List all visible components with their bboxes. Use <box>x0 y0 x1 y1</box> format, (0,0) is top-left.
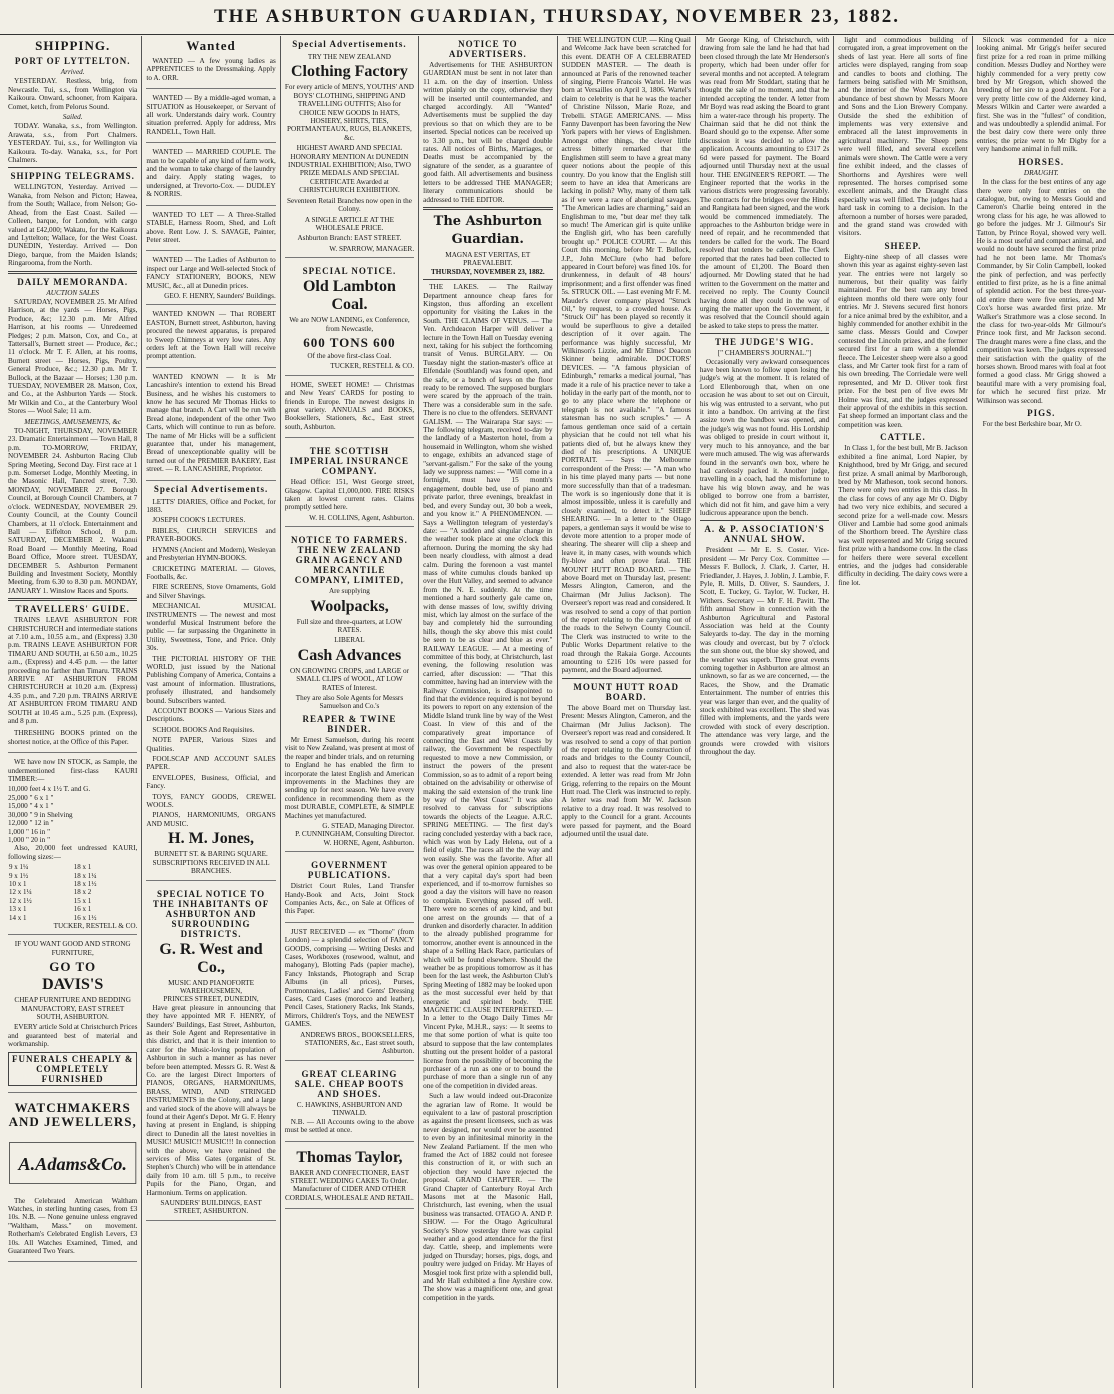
table-cell: 16 x 1½ <box>73 913 97 922</box>
farmers-supplying: Are supplying <box>328 587 370 596</box>
horses-text: In the class for the best entires of any age there were only four entries on the catalogue, but, owing to Messrs Gould and Cameron's Charlie being entered in the wrong class for his age, he was allowed to go before the judges. Mr J. Gilmour's Sir Tatton, by Prince Royal, showed very well. He is a most useful and compact animal, and would no doubt have secured the first prize had he not been lame. Mr Thomas's Commander, by Sir Colin Campbell, looked the pink of perfection, and was perfectly entitled to first prize, as he is a fine animal of splendid action. For the best three-year-old entire there were five entries, and Mr Cox's horse was awarded first prize. Mr Walker's Strathmore was a close second. In the class for two-year-olds Mr Gilmour's Prince took first, and Mr Jackson second. The draught mares were a fine class, and the competition was keen. The judges expressed their satisfaction with the quality of the horses shown. Brood mares with foal at foot formed a good class. Mr Grigg showed a beautiful mare with a very promising foal, for which he secured first prize. Mr Wilkinson was second. <box>976 178 1106 405</box>
divider <box>8 167 137 168</box>
meetings-text: TO-NIGHT, THURSDAY, NOVEMBER 23. Dramatic Entertainment — Town Hall, 8 p.m. TO-MORROW, FRIDAY, NOVEMBER 24. Ashburton Racing Club Spring Meeting, Second Day. First race at 1 p.m. Somerset Lodge, Monthly Meeting, in the Masonic Hall, Tancred street, 7.30. MONDAY, NOVEMBER 27. Borough Council, at Borough Council Chambers, at 7 o'clock. WEDNESDAY, NOVEMBER 29. County Council, at the County Council Chambers, at 11 o'clock. Entertainment and Ball — Eiffelton School, 8 p.m. SATURDAY, DECEMBER 2. Wakanui Road Board — Monthly Meeting, Road Board Office, Moore street. TUESDAY, DECEMBER 5. Ashburton Permanent Building and Investment Society, Monthly Meeting, from 6.30 to 8.30 p.m. MONDAY, JANUARY 1. Winslow Races and Sports. <box>8 427 138 595</box>
divider <box>8 598 137 601</box>
article-text: Such a law would indeed out-Draconize the agrarian law of Rome. It would be equivalent to a law of pastoral proscription as against the present licensees, such as was never designed, nor would ever be assented to even by an infinitesimal minority in the New Zealand Parliament. If the men who framed the Act of 1882 could not foresee this construction of it, or with such an objection they would have rejected the proposal. GRAND CHAPTER. — The Grand Chapter of Canterbury Royal Arch Masons met at the Masonic Hall, Christchurch, last evening, when the usual business was transacted. OTAGO A. AND P. SHOW. — For the Otago Agricultural Society's Show yesterday there was capital weather and a good attendance for the first day. Cattle, sheep, and implements were judged on Thursday; horses, pigs, dogs, and poultry were judged on Friday. Mr Hayes of Mosgiel took first prize with a splendid bull, and Mr Hall exhibited a fine Ayrshire cow. The show was a magnificent one, and great competition in the yards. <box>423 1092 553 1302</box>
watchmakers-text: The Celebrated American Waltham Watches, in sterling hunting cases, from £3 10s. N.B. — None genuine unless engraved "Waltham, Mass." on movement. Rotherham's Celebrated English Levers, £3 10s. All Watches Examined, Timed, and Guaranteed Two Years. <box>8 1196 138 1256</box>
divider <box>700 333 829 334</box>
travellers-text: TRAINS LEAVE ASHBURTON FOR CHRISTCHURCH and intermediate stations at 7.10 a.m., 10.55 a.m., and (Express) 3.30 p.m. TRAINS LEAVE ASHBURTON FOR TIMARU AND SOUTH, at 6.50 a.m., 10.25 a.m., (Express) and 4.45 p.m. — the latter proceeding no farther than Timaru. TRAINS ARRIVE AT ASHBURTON FROM CHRISTCHURCH at 10.20 a.m. (Express) 4.35 p.m., and 7.20 p.m. TRAINS ARRIVE AT ASHBURTON FROM TIMARU AND SOUTH at 10.45 a.m., 5.25 p.m. (Express), and 8 p.m. <box>8 616 138 726</box>
farmers-liberal: LIBERAL <box>334 636 365 645</box>
wanted-ad <box>146 254 275 305</box>
mount-hutt-text: The above Board met on Thursday last. Present: Messrs Alington, Cameron, and the Chairman (Mr Julius Jackson). The Overseer's report was read and considered. It was resolved to send a copy of that portion of the report relating to the construction of roads and bridges to the County Council, and also to request that the water-race be extended. A letter was read from Mr John Grigg, referring to the repairs on the Mount Hutt road. The Clerk was instructed to reply. A letter was read from Mr W. Jackson relative to a dray road. It was resolved to apply to the Council for a grant. Accounts were passed for payment, and the Board adjourned until the usual date. <box>561 703 691 838</box>
wanted-text: WANTED KNOWN — It is Mr Lancashire's intention to extend his Bread Business, and he wishes his customers to know he has secured Mr Thomas Hicks to manage that branch. A Cart will be run with Bread alone, independent of the other Two Carts, which will continue to run as before. The name of Mr Hicks will be a sufficient guarantee that, under his management, Bread of unexceptionable quality will be turned out of the PREMIER BAKERY, East street. — R. LANCASHIRE, Proprietor. <box>146 372 276 474</box>
scottish-text: Head Office: 151, West George street, Glasgow. Capital £1,000,000. FIRE RISKS taken at lowest current rates. Claims promptly settled here. <box>284 478 415 512</box>
government-heading: GOVERNMENT PUBLICATIONS. <box>307 860 391 881</box>
stationery-ad <box>146 496 275 881</box>
table-cell: 14 x 1 <box>9 913 27 922</box>
divider <box>8 271 137 274</box>
list-item: THE PICTORIAL HISTORY OF THE WORLD, just issued by the National Publishing Company of America, Contains a vast amount of information. Illustrations, profusely illustrated, and handsomely bound. Subscribers wanted. <box>146 654 276 705</box>
table-row <box>8 905 137 913</box>
list-item: NOTE PAPER, Various Sizes and Qualities. <box>146 736 276 753</box>
west-signature: SAUNDERS' BUILDINGS, EAST STREET, ASHBURTON. <box>160 1199 262 1216</box>
west-text: Have great pleasure in announcing that they have appointed MR F. HENRY, of Saunders' Buildings, East Street, Ashburton, as their Sole Agent and Representative in this district, and that it is their intention to cater for the Music-loving population of Ashburton in such a manner as has never before been attempted. Messrs G. R. West & Co. are the largest Direct Importers of PIANOS, ORGANS, HARMONIUMS, BRASS, WIND, AND STRINGED INSTRUMENTS in the Colony, and a large and varied stock of the above will always be found at their Agent's Depot. Mr G. F. Henry having at present in England, is shipping direct to Dunedin all the latest novelties in MUSIC! MUSIC!! MUSIC!!! In connection with the above, we have retained the services of Miss Gates (organist of St. Stephen's Church) who will be in attendance daily from 10 a.m. till 5 p.m., to receive Pupils for the Piano, Organ, and Harmonium. Terms on application. <box>146 1003 276 1197</box>
farmers-staff: W. HORNE, Agent, Ashburton. <box>323 838 415 847</box>
wanted-ad <box>146 55 275 89</box>
list-item: 12,000 " 12 in " <box>8 819 54 828</box>
cash-advances: Cash Advances <box>297 646 402 664</box>
west-address: PRINCES STREET, DUNEDIN, <box>163 995 259 1004</box>
list-item: FIRE SCREENS, Stove Ornaments, Gold and Silver Shavings. <box>146 583 276 600</box>
home-text: HOME, SWEET HOME! — Christmas and New Years' CARDS for posting to friends in Europe. The newest designs in great variety. ANNUALS and BOOKS, Booksellers, Stationers, &c., East street south, Ashburton. <box>284 380 415 431</box>
kauri-ad <box>8 756 137 935</box>
travellers-heading: TRAVELLERS' GUIDE. <box>15 604 130 615</box>
government-ad <box>285 855 414 923</box>
adams-logo-art <box>8 1134 137 1192</box>
davis-go: GO TO <box>49 959 97 975</box>
farmers-ad <box>285 530 414 852</box>
clothing-text: For every article of MEN'S, YOUTHS' AND BOYS' CLOTHING, SHIPPING AND TRAVELLING OUTFITS; Also for CHOICE NEW GOODS In HATS, HOSIERY, SHIRTS, TIES, PORTMANTEAUX, RUGS, BLANKETS, &c. <box>284 83 414 142</box>
table-row <box>8 872 137 880</box>
table-cell: 10 x 1 <box>9 879 27 888</box>
table-row <box>8 880 137 888</box>
divider <box>700 520 829 521</box>
cattle-heading: CATTLE. <box>880 432 926 443</box>
telegrams-heading: SHIPPING TELEGRAMS. <box>10 171 135 182</box>
wanted-text: WANTED TO LET — A Three-Stalled STABLE, Harness Room, Shed, and Loft above. Rent Low. J. S. SAVAGE, Painter, Peter street. <box>146 210 276 244</box>
cattle-text: In Class 1, for the best bull, Mr B. Jackson exhibited a fine animal, Lord Napier, by Knighthood, bred by Mr Grigg, and secured first prize. A small animal by Marlborough, bred by Mr Matheson, took second honors. There were only two entries in this class. In the class for cows of any age Mr O. Digby had two very nice exhibits, and secured a second prize for a well-made cow. Messrs Oliver and Lambie had some good animals of the Shorthorn breed. The Ayrshire class was well represented and Mr Grigg secured first prize with a handsome cow. In the class for heifers there were several excellent entries, and the judges had considerable difficulty in deciding. The dairy cows were a fine lot. <box>838 444 968 587</box>
list-item: FOOLSCAP AND ACCOUNT SALES PAPER. <box>146 755 276 772</box>
auction-text: SATURDAY, NOVEMBER 25. Mr Alfred Harrison, at the yards — Horses, Pigs, Produce, &c; 12.30 p.m. Mr Alfred Harrison, at his rooms — Unredeemed Pledges; 2 p.m. Matson, Cox, and Co., at Tattersall's, Burnett street — Produce, &c.; 11 o'clock. Mr T. F. Allen, at his rooms, Burnett street — Horses, Pigs, Poultry, General Produce, &c.; 12.30 p.m. Mr T. Bullock, at the Bazaar — Horses; 1.30 p.m. TUESDAY, NOVEMBER 28. Matson, Cox, and Co., at the Ashburton Yards — Stock. Mr Wilkin and Co., at the Canterbury Wool Stores — Wool Sale; 11 a.m. <box>8 297 138 416</box>
columns <box>4 36 1110 1388</box>
west-name: G. R. West and Co., <box>159 940 263 976</box>
west-ad <box>146 884 275 1221</box>
horses-heading: HORSES. <box>1018 156 1065 167</box>
government-text: District Court Rules, Land Transfer Handy-Book and Acts, Joint Stock Companies Acts, &c., on Sale at Offices of this Paper. <box>284 882 415 916</box>
wanted-text: WANTED — The Ladies of Ashburton to inspect our Large and Well-selected Stock of FANCY STATIONERY, BOOKS, NEW MUSIC, &c., all at Dunedin prices. <box>146 256 276 290</box>
paper-motto: MAGNA EST VERITAS, ET PRAEVALEBIT. <box>445 250 531 268</box>
mount-hutt-heading: MOUNT HUTT ROAD BOARD. <box>573 681 680 702</box>
sailed-heading: Sailed. <box>62 113 83 122</box>
table-row <box>8 897 137 905</box>
article-text: Silcock was commended for a nice looking animal. Mr Grigg's heifer secured first prize for a red roan in prime milking condition. Messrs Dudley and Northey were highly commended for a very pretty cow bred by Mr Gregson, which showed the breeding of her sire to a good extent. For a very pretty little cow of the Alderney kind, Messrs Wilkin and Carter were awarded a first. She was in the "fullest" of condition, and was undoubtedly a splendid animal. For the best dairy cow there were only three entries; the prize went to Mr Digby for a very handsome animal in full milk. <box>976 36 1106 154</box>
wanted-text: WANTED — A few young ladies as APPRENTICES to the Dressmaking. Apply to A. ORR. <box>146 57 276 82</box>
clothing-wholesale: A SINGLE ARTICLE AT THE WHOLESALE PRICE. <box>304 215 395 232</box>
kauri-signature: TUCKER, RESTELL & CO. <box>53 921 138 930</box>
table-cell: 15 x 1 <box>73 896 92 905</box>
list-item: ENVELOPES, Business, Official, and Fancy. <box>146 773 276 791</box>
port-heading: PORT OF LYTTELTON. <box>14 56 131 66</box>
list-item: PIANOS, HARMONIUMS, ORGANS AND MUSIC. <box>146 811 276 828</box>
wanted-text: WANTED — By a middle-aged woman, a SITUATION as Housekeeper, or Servant of all work. Understands dairy work. Country situation preferred. Apply for address, Mrs RANDELL, Town Hall. <box>146 94 276 136</box>
kauri-more: Also, 20,000 feet undressed KAURI, following sizes:— <box>8 844 138 861</box>
farmers-text-2: Mr Ernest Samuelson, during his recent visit to New Zealand, was present at most of the reaper and binder trials, and on returning to England he has enabled the firm to incorporate the latest English and American improvements in the Machines they are sending up for next season. We have every confidence in recommending them as the most DURABLE, COMPLETE, & SIMPLE Machines yet manufactured. <box>284 735 415 820</box>
article-text: light and commodious building of corrugated iron, a great improvement on the sheds of last year. Here all sorts of fine articles were displayed, ranging from soap and candles to boots and clothing. The farmers being satisfied with Mr Smithson, and the interior of the Wool Factory. An abundance of best shown by Messrs Moore and Sons and the Lion Brewery Company. Outside the shed the exhibition of implements was very extensive and embraced all the latest improvements in agricultural machinery. The Sheep pens were well filled, and several excellent animals were shown. The Cattle were a very fine exhibit indeed, and the classes of Shorthorns and Ayrshires were well represented. The horses comprised some excellent animals, and the Draught class especially was well filled. The judges had a hard task in coming to a decision. In the afternoon a number of horses were paraded, and the grand stand was crowded with visitors. <box>838 36 968 238</box>
kauri-list <box>8 785 137 844</box>
clothing-award: HIGHEST AWARD AND SPECIAL HONORARY MENTION At DUNEDIN INDUSTRIAL EXHIBITION; Also, TWO PRIZE MEDALS AND SPECIAL CERTIFICATE Awarded at CHRISTCHURCH EXHIBITION. <box>287 144 411 195</box>
farmers-heading: NOTICE TO FARMERS. THE NEW ZEALAND GRAIN AGENCY AND MERCANTILE COMPANY, LIMITED, <box>291 535 408 586</box>
jones-name: H. M. Jones, <box>168 830 254 848</box>
wanted-text: WANTED KNOWN — That ROBERT EASTON, Burnett street, Ashburton, having procured the newest apparatus, is prepared to Sweep Chimneys at very low rates. Any orders left at the Town Hall will receive prompt attention. <box>146 310 276 361</box>
draught-heading: DRAUGHT. <box>1023 168 1059 177</box>
divider <box>423 207 552 210</box>
threshing-text: THRESHING BOOKS printed on the shortest notice, at the Office of this Paper. <box>8 729 138 746</box>
watchmakers-ad <box>8 1096 137 1263</box>
arrived-heading: Arrived. <box>60 68 85 76</box>
list-item: 1,000 " 16 in " <box>8 827 51 836</box>
clothing-branches: Seventeen Retail Branches now open in the Colony. <box>286 196 412 214</box>
column-3 <box>281 36 419 1388</box>
taylor-text: BAKER AND CONFECTIONER, EAST STREET. WEDDING CAKES To Order. Manufacturer of CIDER AND OTHER CORDIALS, WHOLESALE AND RETAIL. <box>285 1168 414 1202</box>
taylor-ad <box>285 1145 414 1210</box>
jones-subscriptions: SUBSCRIPTIONS RECEIVED IN ALL BRANCHES. <box>152 858 270 876</box>
lambton-text: We are NOW LANDING, ex Conference, from Newcastle, <box>289 316 410 333</box>
table-cell: 9 x 1¼ <box>9 863 29 872</box>
sheep-text: Eighty-nine sheep of all classes were shown this year as against eighty-seven last year. The entries were not largely so numerous, but their quality was fairly maintained. For the best ram any breed eighteen months old there were only four entries. Mr J. Stevens secured first honors for a nice animal bred by the exhibitor, and a highly commended for another exhibit in the same class. Messrs Gould and Cowper contested the Lincoln prizes, and the former secured first for a ram with a splendid fleece. The Leicester sheep were also a good class, and Mr Carter took first for a ram of his own breeding. The Corriedale were well represented, and Mr D. Oliver took first prize. For the best pen of five ewes Mr Holme was first, and the judges expressed their approval of the exhibits in this section. Fat sheep formed an important class and the competition was keen. <box>838 252 968 429</box>
auction-heading: AUCTION SALES <box>46 288 99 297</box>
column-8 <box>973 36 1110 1388</box>
table-row <box>8 914 137 922</box>
telegrams-text: WELLINGTON, Yesterday. Arrived — Wanaka, from Nelson and Picton; Hawea, from the South; Wallace, from Nelson; Go-Ahead, from the East Coast. Sailed — Colleen, barque, for London, with cargo valued at £42,000; Wakatu, for the Kaikoura and Lyttelton; Wallace, for the West Coast. DUNEDIN, Yesterday. Arrived — Don Diego, barque, from the Maiden Islands; Ringarooma, from the North. <box>8 183 138 268</box>
farmers-agent: They are also Sole Agents for Messrs Samuelson and Co.'s <box>295 694 404 711</box>
farmers-staff: P. CUNNINGHAM, Consulting Director. <box>295 830 415 839</box>
memoranda-heading: DAILY MEMORANDA. <box>17 276 129 287</box>
just-received-ad <box>285 926 414 1061</box>
farmers-staff: G. STEAD, Managing Director. <box>322 821 415 830</box>
scottish-signature: W. H. COLLINS, Agent, Ashburton. <box>309 513 415 522</box>
sizes-table <box>8 863 137 922</box>
table-cell: 12 x 1¼ <box>9 888 32 897</box>
column-4 <box>419 36 557 1388</box>
pigs-text: For the best Berkshire boar, Mr O. <box>982 420 1082 429</box>
paper-name: The Ashburton Guardian. <box>433 213 542 247</box>
column-6 <box>696 36 834 1388</box>
funerals-box: FUNERALS CHEAPLY & COMPLETELY FURNISHED <box>8 1052 137 1086</box>
davis-name: DAVIS'S <box>42 976 104 994</box>
scottish-ad <box>285 441 414 527</box>
wanted-ad <box>146 146 275 205</box>
clearing-signature: C. HAWKINS, ASHBURTON AND TINWALD. <box>296 1100 403 1118</box>
wanted-ad <box>146 371 275 481</box>
column-2 <box>142 36 280 1388</box>
clearing-nb: N.B. — All Accounts owing to the above must be settled at once. <box>284 1117 415 1135</box>
shipping-heading: SHIPPING. <box>35 38 111 53</box>
taylor-name: Thomas Taylor, <box>296 1148 403 1166</box>
wanted-text: WANTED — MARRIED COUPLE. The man to be capable of any kind of farm work, and the woman to take charge of the laundry and dairy. Apply stating wages, to undersigned, at Trevorto-Cox. — DUDLEY & NORRIS. <box>146 148 276 199</box>
lambton-tons: 600 TONS 600 <box>303 334 396 350</box>
table-cell: 9 x 1½ <box>9 871 29 880</box>
table-cell: 18 x 1½ <box>73 879 97 888</box>
judges-wig-text: Occasionally very awkward consequences have been known to follow upon losing the judge's wig at the moment. It is related of Lord Ellenborough that, when on one occasion he was about to set out on Circuit, his wig was entrusted to a servant, who put it into a bandbox. On arriving at the first assize town the bandbox was opened, and the judge's wig was not found. His Lordship was obliged to preside in court without it, very much to his annoyance, and the bar were much amused. The wig was afterwards found in the servant's own box, where he had carelessly packed it. Another judge, travelling in a coach, had the misfortune to have his wig blown away, and he was obliged to borrow one from a barrister, which did not fit him, and gave him a very ludicrous appearance upon the bench. <box>699 357 830 517</box>
watchmakers-heading: WATCHMAKERS AND JEWELLERS, <box>8 1099 137 1129</box>
ap-show-heading: A. & P. ASSOCIATION'S ANNUAL SHOW. <box>704 524 825 545</box>
kauri-text: WE have now IN STOCK, as Sample, the undermentioned first-class KAURI TIMBER:— <box>8 758 138 784</box>
table-row <box>8 863 137 871</box>
farmers-text: Full size and three-quarters, at LOW RATES. <box>296 617 403 635</box>
judges-wig-source: [" CHAMBERS'S JOURNAL."] <box>717 349 812 358</box>
list-item: JOSEPH COOK'S LECTURES. <box>152 516 246 525</box>
table-cell: 13 x 1 <box>9 905 27 914</box>
table-cell: 16 x 1 <box>73 905 92 914</box>
list-item: LETTS' DIARIES, Office and Pocket, for 1883. <box>146 497 276 515</box>
wanted-ad <box>146 92 275 143</box>
sheep-heading: SHEEP. <box>884 240 922 251</box>
table-cell: 12 x 1½ <box>9 896 32 905</box>
home-ad <box>285 379 414 438</box>
wanted-signature: GEO. F. HENRY, Saunders' Buildings. <box>164 291 276 300</box>
jones-address: BURNETT ST. & BARING SQUARE. <box>154 850 268 859</box>
threshing-ad <box>8 727 137 753</box>
notice-heading: NOTICE TO ADVERTISERS. <box>448 39 527 59</box>
list-item: SCHOOL BOOKS And Requisites. <box>152 725 255 734</box>
farmers-on: ON GROWING CROPS, and LARGE or SMALL CLIPS of WOOL, AT LOW RATES of Interest. <box>289 666 409 692</box>
notice-text: Advertisements for THE ASHBURTON GUARDIAN must be sent in not later than 11 a.m. on the day of insertion. Unless written plainly on the copy, otherwise they will be inserted until countermanded, and charged accordingly. All "Wanted" Advertisements must be supplied the day previous so that on which they are to be inserted. Special notices can be received up to 3.30 p.m., but will be charged double rates. All notices of Births, Marriages, or Deaths must be accompanied by the signature of the sender, as a guarantee of good faith. All advertisements and business letters to be addressed THE MANAGER; literary communications should be addressed to THE EDITOR. <box>423 61 553 204</box>
divider <box>423 279 552 280</box>
special-ads-heading: Special Advertisements. <box>292 39 407 49</box>
west-subtitle: MUSIC AND PIANOFORTE WAREHOUSEMEN, <box>168 978 254 995</box>
woolpacks-name: Woolpacks, <box>310 597 389 615</box>
clothing-ad <box>285 51 414 258</box>
clothing-intro: TRY THE NEW ZEALAND <box>307 53 391 61</box>
list-item: 25,000 " 6 x 1 " <box>8 793 54 802</box>
table-cell: 18 x 1¼ <box>73 871 97 880</box>
article-text: THE LAKES. — The Railway Department announce cheap fares for Kingston, thus affording an excellent opportunity for visiting the Lakes in the South. THE CLAIMS OF VENUS. — The Ven. Archdeacon Harper will deliver a lecture in the Town Hall on Tuesday evening next, taking for his subject the forthcoming transit of Venus. BURGLARY. — On Tuesday night the station-master's office at Elfendale (Southland) was found open, and the safe, or a bunch of keys on the floor ready to be removed. The supposed burglars were scared by the approach of the train. There was a considerable sum in the safe. There is no clue to the offenders. SERVANT GALISM. — The Wairarapa Star says: — The following telegram, received to-day by the landlady of a Masterton hotel, from a housemaid in Wellington, whom she wished to engage, exhibits an advanced stage of "servant-galism." For the sake of the young lady we suppress names: — "Will come in a fortnight, must have 15 month's engagement, double bed, use of piano and private parlor, three evenings, breakfast in bed, and every Sunday out, 30 bob a week, and you know it." A PHENOMENON. — Says a Wellington telegram of yesterday's date: — "A sudden and singular change in the weather took place at one o'clock this afternoon. During the morning the sky had been nearly cloudless, with almost a dead calm. During the forenoon a vast mantel mass of white cumulus clouds banked up over the Hutt Valley, and seemed to advance from the N. E. suddenly. At the time mentioned a hard southerly gale came on, with dense masses of low, swiftly driving mist, which lay almost on the surface of the bay and completely hid the surrounding hills, though the sky above this mist could be seen to be as clear and blue as ever." RAILWAY LEAGUE. — At a meeting of committee of this body, at Christchurch, last evening, the following resolution was carried, after discussion: — "That this committee, having had an interview with the Railway Commission, is disappointed to find that the evidence required is not beyond its powers to report on any extension of the Middle Island trunk line by way of the West Coast. In view of this and of the comparatively great importance of connecting the East and West Coasts by railway, the Government be respectfully requested to move a new Commission, or instruct the powers of the present Commission, so as to admit of a report being obtained on the advisability or otherwise of making the said extension of the trunk line by way of the West Coast." It was also resolved to canvass for subscriptions towards the objects of the League. A.R.C. SPRING MEETING. — The first day's racing concluded yesterday with a back race, which was won by Lady Helena, out of a field of eight. The races all the the way and won easily. She was the favorite. After all was over the general opinion appeared to be that a very capital day's sport had been experienced, and if to-morrow furnishes so good a day the visitors will have no reason to complain. Everything passed off well. There were no scenes of any kind, and but one arrest on the grounds — that of a drunken and disorderly character. In addition to the already published programme for tomorrow, another event is announced in the shape of a Selling Hack Race, particulars of which will be found elsewhere. Should the weather be as propitious tomorrow as it has been for the last week, the Ashburton Club's Spring Meeting of 1882 may be looked upon as the most successful ever held by that energetic and spirited body. THE MAGNETIC CLAUSE INTERPRETED. — In a letter to the Otago Daily Times Mr Vincent Pyke, M.H.R., says: — It seems to me that some portion of what is quite too absurd to suppose that the law contemplates shutting out the present holder of a pastoral license from the possibility of becoming the purchaser of a run as one or to bound the purchase of more than a single run of any one of the competition in divided areas. <box>423 283 553 1090</box>
west-notice-heading: SPECIAL NOTICE TO THE INHABITANTS OF ASHBURTON AND SURROUNDING DISTRICTS. <box>152 888 270 939</box>
list-item: TOYS, FANCY GOODS, CREWEL WOOLS. <box>146 792 276 810</box>
column-5 <box>558 36 696 1388</box>
lambton-quality: Of the above first-class Coal. <box>307 351 392 360</box>
arrived-text: YESTERDAY. Restless, brig, from Newcastle. Tui, s.s., from Wellington via Kaikoura. Onward, schooner, from Kaipara. Comet, ketch, from Pelorus Sound. <box>8 77 138 111</box>
davis-every: EVERY article Sold at Christchurch Prices and guaranteed best of material and workmanship. <box>8 1023 138 1049</box>
clothing-branch: Ashburton Branch: EAST STREET. <box>297 234 402 243</box>
newspaper-title: THE ASHBURTON GUARDIAN, THURSDAY, NOVEMBER 23, 1882. <box>213 6 901 27</box>
lambton-ad <box>285 261 414 376</box>
reaper-heading: REAPER & TWINE BINDER. <box>302 713 397 734</box>
article-text: Mr George King, of Christchurch, with drawing from sale the land he had that had been closed through the late Mr Henderson's property, which had been under offer for several months and not accepted. A telegram was read from Mr Stoddart, stating that he thought the sale of no moment, and that he intended accepting the tender. A letter from Mr Boyd was read asking the Board to grant him a water-race through his property. The Chairman said that he did not think the Board should go to the expense. After some discussion it was decided to allow the application. Accounts amounting to £317 2s 6d were passed for payment. The Board adjourned until Thursday next at the usual hour. THE ENGINEER'S REPORT. — The Engineer reported that the works in the various districts were progressing favorably. The contracts for the bridges over the Hinds and Rangitata had been signed, and the work would be commenced immediately. The approaches to the Ashburton bridge were in need of repair, and he recommended that tenders be called for the work. The Board resolved that tenders be called. The Clerk reported that the rates had been collected to the amount of £1,200. The Board then adjourned. Mr Dowling stated that he had written to the Government on the matter and received no reply. The County Council having done all they could in the way of urging the matter upon the Government, it was resolved that the Council should again be asked to take steps to press the matter. <box>699 36 830 330</box>
paper-date: THURSDAY, NOVEMBER 23, 1882. <box>430 267 545 276</box>
sailed-text: TODAY. Wanaka, s.s., from Wellington. Arawata, s.s., from Port Chalmers. YESTERDAY. Tui, s.s., for Wellington via Kaikoura. To-day. Wanaka, s.s., for Port Chalmers. <box>8 122 138 165</box>
clearing-sale-ad <box>285 1064 414 1142</box>
list-item: BIBLES, CHURCH SERVICES and PRAYER-BOOKS. <box>146 526 276 544</box>
just-received-text: JUST RECEIVED — ex "Thorne" (from London) — a splendid selection of FANCY GOODS, comprising — Writing Desks and Cases, Workboxes (rosewood, walnut, and mahogany), Blotting Pads (papier mache), Fancy Inkstands, Photograph and Scrap Albums (in all prices), Purses, Portmonnaies, Ladies' and Gents' Dressing Cases, Card Cases (morocco and leather), Pencil Cases, Stationery Racks, Ink Stands, Mirrors, Children's Toys, and the NEWEST GAMES. <box>284 927 415 1029</box>
divider <box>562 678 691 679</box>
column-1 <box>4 36 142 1388</box>
wanted-ad <box>146 308 275 367</box>
list-item: MECHANICAL MUSICAL INSTRUMENTS — The newest and most wonderful Musical Instrument before the public — far surpassing the Organinette in Utility, Sweetness, Tone, and Price. Only 30s. <box>146 602 276 653</box>
davis-text: CHEAP FURNITURE AND BEDDING MANUFACTORY, EAST STREET SOUTH, ASHBURTON. <box>14 996 131 1021</box>
adams-logo <box>8 1133 137 1193</box>
list-item: 15,000 " 4 x 1 " <box>8 802 54 811</box>
table-row <box>8 888 137 896</box>
ap-show-text: President — Mr E. S. Coster. Vice-president — Mr Percy Cox. Committee — Messrs F. Bullock, J. Clark, J. Carter, H. Friedlander, J. Hayes, J. Joblin, J. Lambie, F. Pyle, R. Mills, D. Oliver, S. Saunders, J. Scott, E. Tuckey, G. Taylor, W. Tucker, H. Withers. Secretary — Mr F. H. Pavitt. The fifth annual Show in connection with the Ashburton Agricultural and Pastoral Association was held at the County Saleyards to-day. The day in the morning was cloudy and overcast, but by 7 o'clock the sun shone out, the blue sky showed, and the weather was superb. Three great events coming together in Ashburton are almost an unknown, so far as we are concerned, — the Races, the Show, and the Dramatic Entertainment. The number of entries this year was larger than ever, and the quality of stock exhibited was excellent. The shed was filled with implements, and the yards were crowded with stock of every description. The attendance was very large, and the grounds were crowded with visitors throughout the day. <box>699 546 830 757</box>
masthead <box>0 0 1114 35</box>
list-item: 10,000 feet 4 x 1½ T. and G. <box>8 785 91 794</box>
scottish-heading: THE SCOTTISH IMPERIAL INSURANCE COMPANY. <box>289 446 410 477</box>
davis-intro: IF YOU WANT GOOD AND STRONG FURNITURE, <box>14 940 131 957</box>
meetings-heading: MEETINGS, AMUSEMENTS, &c <box>24 417 122 426</box>
column-7 <box>834 36 972 1388</box>
clothing-signature: W. SPARROW, MANAGER. <box>329 244 415 253</box>
davis-ad <box>8 938 137 1092</box>
wanted-ad <box>146 209 275 252</box>
lambton-signature: TUCKER, RESTELL & CO. <box>330 362 415 371</box>
special-ads-heading: Special Advertisements. <box>153 483 269 494</box>
pigs-heading: PIGS. <box>1027 408 1056 419</box>
table-cell: 18 x 2 <box>73 888 92 897</box>
list-item: ACCOUNT BOOKS — Various Sizes and Descriptions. <box>146 707 276 724</box>
list-item: HYMNS (Ancient and Modern), Wesleyan and Presbyterian HYMN-BOOKS. <box>146 545 276 563</box>
lambton-name: Old Lambton Coal. <box>302 278 396 314</box>
list-item: 30,000 " 9 in Shelving <box>8 810 73 819</box>
list-item: 1,000 " 20 in " <box>8 835 51 844</box>
table-cell: 18 x 1 <box>73 863 92 872</box>
clothing-name: Clothing Factory <box>291 63 408 81</box>
clearing-heading: GREAT CLEARING SALE. CHEAP BOOTS AND SHOES. <box>294 1068 405 1099</box>
list-item: CRICKETING MATERIAL — Gloves, Footballs, &c. <box>146 564 276 581</box>
article-text: THE WELLINGTON CUP. — King Quail and Welcome Jack have been scratched for this event. DEATH OF A CELEBRATED SUDDEN MASTER. — The death is announced at Paris of the renowned teacher of singing, Pierre Francois Wartel. He was born at Versailles on April 3, 1806. Wartel's claim to celebrity is that he was the teacher of Christine Nilsson, Marie Roze, and Trebelli. STAGE AMERICANS. — Miss Fanny Davenport has been favoring the New York papers with her views of Englishmen. Amongst other things, the clever little actress bitterly remarked that the Englishmen still seem to have a great many queer notions about the people of this country. Do you know that the English still seem to have an idea that Americans are lacking in polish? Why, many of them talk as if we were a race of aboriginal savages. "The American ladies are charming," said an Englishman to me, "but dear me! they talk so much! The American girl is quite unlike the English girl, who has been carefully brought up." POLICE COURT. — At this Court this morning, before Mr T. Bullock, J.P., John McClure (who had before appeared in Court before) was fined 10s. for drunkenness, in default of 48 hours' imprisonment; and a first offender was fined 5s. STRUCK OIL. — Last evening Mr F. M. Mauder's clever company played "Struck Oil," by request, to a crowded house. As "Struck Oil" has been played so recently it would be superfluous to give a detailed description of it over again. The performance was highly successful, Mr Wilkinson's Lizzie, and Mr Elmes' Deacon Skinner being admirable. DOCTORS' DEVICES. — "A famous physician of Edinburgh," remarks a medical journal, "has made it a rule of his practice never to take a holiday in the early part of the month, nor to go to any place where the telephone or telegraph is not available." "A famous statesman has no such scruples." — A famous gentleman once said of a certain physician that he could not tell what his patients died of, but he always knew they died of his prescriptions. A UNIQUE PORTRAIT. — Says the Melbourne correspondent of the Press: — "A man who in his time played many parts — but none more successfully than that of a tradesman. The work is so ingeniously done that it is almost impossible, unless it is carefully and closely examined, to detect it." SHEEP SHEARING. — In a letter to the Otago papers, a gentleman says it would be wise to devote more attention to a proper mode of shearing. The shearer will clip a sheep and leave it, in many cases, with wounds which fly-blow and often prove fatal. THE MOUNT HUTT ROAD BOARD. — The above Board met on Thursday last, present: Messrs Alington, Cameron, and the Chairman (Mr Julius Jackson). The Overseer's report was read and considered. It was resolved to send a copy of that portion of the report relating to the carrying out of the roads to the Selwyn County Council. The Clerk was instructed to write to the Public Works Department relative to the road through the Rakaia Gorge. Accounts amounting to £216 10s were passed for payment, and the Board adjourned. <box>561 36 691 675</box>
lambton-notice: SPECIAL NOTICE. <box>302 266 397 277</box>
just-received-signature: ANDREWS BROS., BOOKSELLERS, STATIONERS, &c., East street south, Ashburton. <box>300 1030 415 1056</box>
wanted-heading: Wanted <box>186 38 236 53</box>
judges-wig-heading: THE JUDGE'S WIG. <box>715 337 815 348</box>
svg-text:A.Adams&Co.: A.Adams&Co. <box>18 1153 127 1174</box>
